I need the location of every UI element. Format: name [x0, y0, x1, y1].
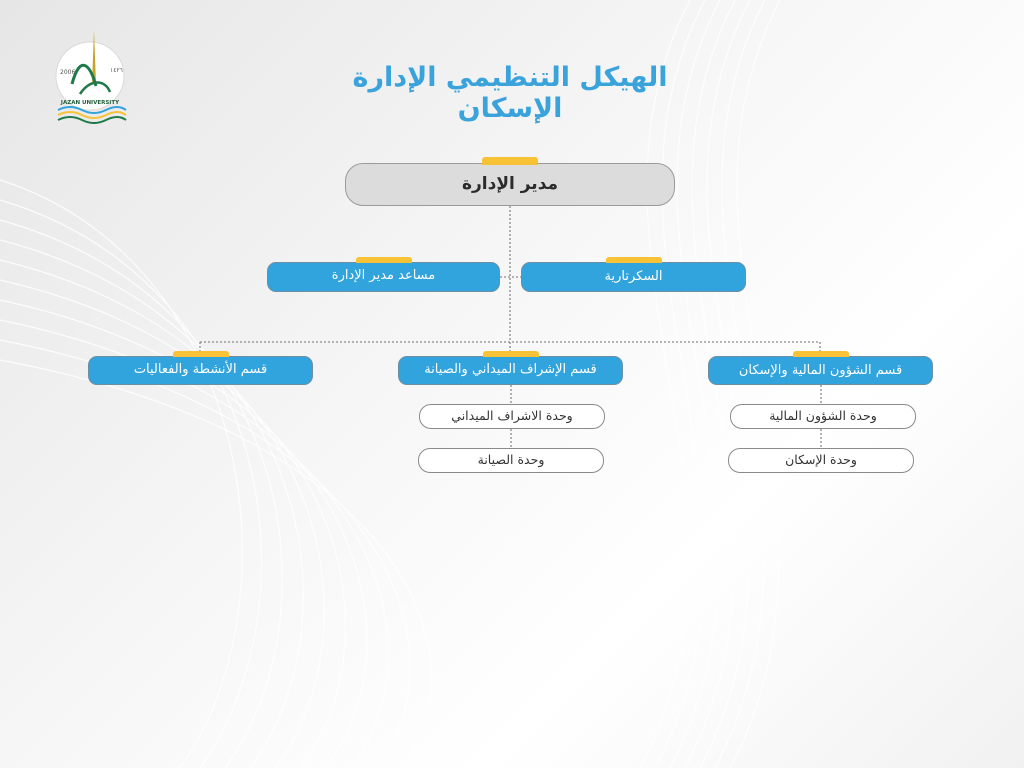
logo-year: 2006 — [60, 69, 76, 76]
node-director-label: مدير الإدارة — [461, 174, 559, 194]
logo-hijri-year: ١٤٢٦ — [110, 67, 123, 74]
node-unit-field-supervision — [419, 404, 605, 429]
node-secretariat-label: السكرتارية — [604, 269, 663, 284]
node-tab — [483, 351, 539, 357]
node-dept-field-label: قسم الإشراف الميداني والصيانة — [424, 362, 597, 377]
logo-university-name: JAZAN UNIVERSITY — [60, 100, 120, 106]
node-unit-maintenance-label: وحدة الصيانة — [477, 452, 545, 467]
node-unit-housing-label: وحدة الإسكان — [785, 452, 857, 467]
node-dept-activities — [88, 356, 313, 385]
node-tab — [606, 257, 662, 263]
page-title: الهيكل التنظيمي الإدارة الإسكان — [352, 62, 668, 124]
node-tab — [482, 157, 538, 165]
node-unit-finance-label: وحدة الشؤون المالية — [769, 408, 877, 423]
node-assistant — [267, 262, 500, 292]
node-dept-finance — [708, 356, 933, 385]
node-tab — [173, 351, 229, 357]
node-dept-activities-label: قسم الأنشطة والفعاليات — [133, 362, 268, 377]
node-tab — [793, 351, 849, 357]
node-tab — [356, 257, 412, 263]
node-unit-field-supervision-label: وحدة الاشراف الميداني — [451, 408, 573, 423]
node-dept-finance-label: قسم الشؤون المالية والإسكان — [738, 363, 903, 378]
node-dept-field — [398, 356, 623, 385]
node-unit-housing — [728, 448, 914, 473]
node-unit-finance — [730, 404, 916, 429]
node-director — [345, 163, 675, 206]
node-secretariat — [521, 262, 746, 292]
node-assistant-label: مساعد مدير الإدارة — [331, 268, 436, 283]
node-unit-maintenance — [418, 448, 604, 473]
